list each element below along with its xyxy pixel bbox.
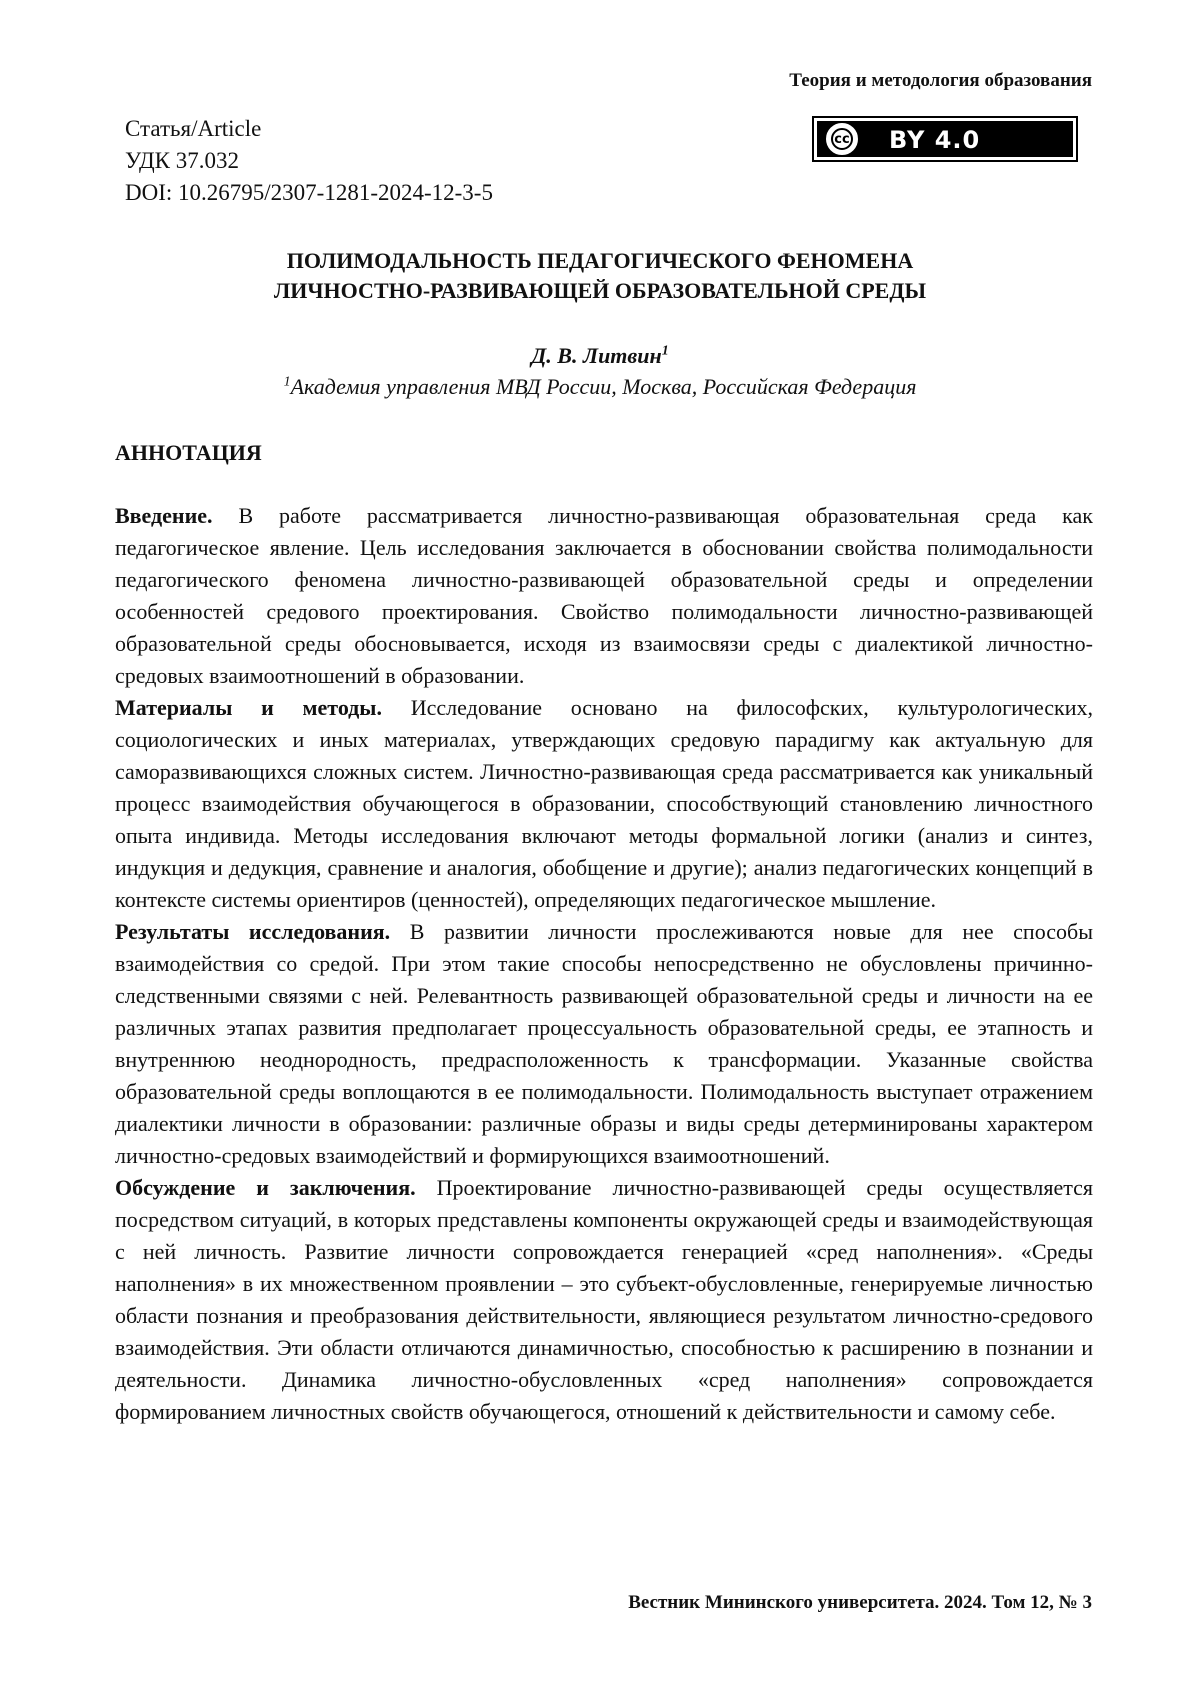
author-name: Д. В. Литвин: [531, 343, 662, 368]
abstract-section-results: [115, 916, 1093, 1172]
section-label: Введение.: [115, 503, 213, 528]
author-affiliation-ref: 1: [661, 343, 669, 359]
article-meta: [125, 113, 493, 209]
cc-by-license-badge[interactable]: [812, 116, 1078, 162]
cc-icon: [826, 123, 858, 155]
title-line-2: ЛИЧНОСТНО-РАЗВИВАЮЩЕЙ ОБРАЗОВАТЕЛЬНОЙ СРЕДЫ: [273, 278, 927, 303]
abstract-section-materials-methods: [115, 692, 1093, 916]
affiliation-text: Академия управления МВД России, Москва, Российская Федерация: [290, 374, 917, 399]
article-title: [110, 246, 1090, 306]
running-header: Теория и методология образования: [789, 70, 1092, 91]
section-label: Материалы и методы.: [115, 695, 382, 720]
abstract-section-introduction: [115, 500, 1093, 692]
license-label: BY 4.0: [889, 126, 981, 154]
section-text: В развитии личности прослеживаются новые для нее способы взаимодействия со средой. При этом такие способы непосредственно не обусловлены причинно-следственными связями с ней. Релевантность развивающей образовательной среды и личности на ее различных этапах развития предполагает процессуальность образовательной среды, ее этапность и внутреннюю неоднородность, предрасположенность к трансформации. Указанные свойства образовательной среды воплощаются в ее полимодальности. Полимодальность выступает отражением диалектики личности в образовании: различные образы и виды среды детерминированы характером личностно-средовых взаимодействий и формирующихся взаимоотношений.: [115, 919, 1093, 1168]
cc-icon-mark: cc: [831, 128, 853, 150]
section-text: Проектирование личностно-развивающей среды осуществляется посредством ситуаций, в которых представлены компоненты окружающей среды и взаимодействующая с ней личность. Развитие личности сопровождается генерацией «сред наполнения». «Среды наполнения» в их множественном проявлении – это субъект-обусловленные, генерируемые личностью области познания и преобразования действительности, являющиеся результатом личностно-средового взаимодействия. Эти области отличаются динамичностью, способностью к расширению в познании и деятельности. Динамика личностно-обусловленных «сред наполнения» сопровождается формированием личностных свойств обучающегося, отношений к действительности и самому себе.: [115, 1175, 1093, 1424]
abstract-body: [115, 500, 1093, 1428]
running-footer: Вестник Мининского университета. 2024. Том 12, № 3: [628, 1592, 1092, 1613]
section-label: Результаты исследования.: [115, 919, 391, 944]
doi[interactable]: DOI: 10.26795/2307-1281-2024-12-3-5: [125, 180, 493, 205]
section-text: Исследование основано на философских, культурологических, социологических и иных материалах, утверждающих средовую парадигму как актуальную для саморазвивающихся сложных систем. Личностно-развивающая среда рассматривается как уникальный процесс взаимодействия обучающегося в образовании, способствующий становлению личностного опыта индивида. Методы исследования включают методы формальной логики (анализ и синтез, индукция и дедукция, сравнение и аналогия, обобщение и другие); анализ педагогических концепций в контексте системы ориентиров (ценностей), определяющих педагогическое мышление.: [115, 695, 1094, 912]
title-line-1: ПОЛИМОДАЛЬНОСТЬ ПЕДАГОГИЧЕСКОГО ФЕНОМЕНА: [286, 248, 914, 273]
udc-code: УДК 37.032: [125, 148, 239, 173]
article-type: Статья/Article: [125, 116, 262, 141]
author-line: [110, 342, 1090, 370]
license-badge-body: [817, 121, 1073, 157]
abstract-section-discussion: [115, 1172, 1093, 1428]
section-label: Обсуждение и заключения.: [115, 1175, 416, 1200]
section-text: В работе рассматривается личностно-развивающая образовательная среда как педагогическое явление. Цель исследования заключается в обосновании свойства полимодальности педагогического феномена личностно-развивающей образовательной среды и определении особенностей средового проектирования. Свойство полимодальности личностно-развивающей образовательной среды обосновывается, исходя из взаимосвязи среды с диалектикой личностно-средовых взаимоотношений в образовании.: [115, 503, 1093, 688]
abstract-heading: АННОТАЦИЯ: [115, 440, 262, 465]
affiliation-ref: 1: [283, 374, 291, 390]
author-affiliation: [110, 373, 1090, 401]
